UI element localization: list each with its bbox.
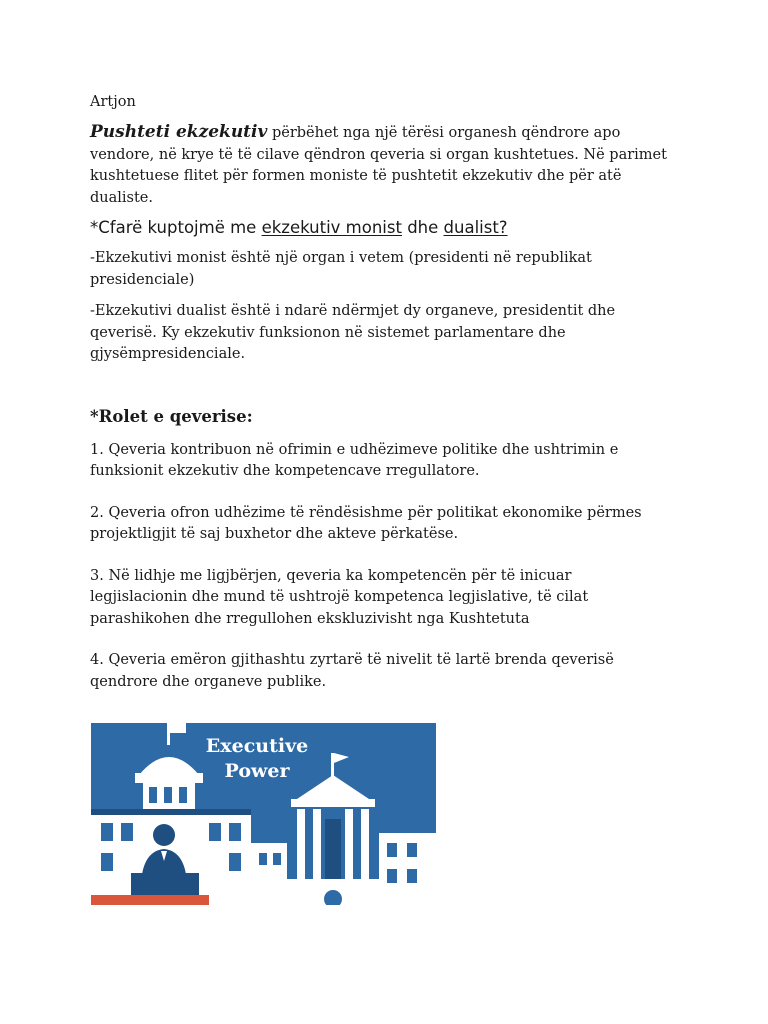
role-item-3: 3. Në lidhje me ligjbërjen, qeveria ka kompetencën për të inicuar legjislacionin dhe mund të ushtrojë kompetenca legjislative, të cilat parashikohen dhe rregullohen ekskluzivisht nga Kushtetuta — [90, 567, 589, 627]
role-item-1: 1. Qeveria kontribuon në ofrimin e udhëzimeve politike dhe ushtrimin e funksionit ekzekutiv dhe kompetencave rregullatore. — [90, 441, 619, 479]
author-name: Artjon — [90, 94, 136, 110]
question-part1: *Cfarë kuptojmë me — [90, 218, 262, 237]
question-heading — [90, 217, 670, 239]
roles-heading: *Rolet e qeverise: — [90, 406, 253, 426]
intro-text: përbëhet nga një tërësi organesh qëndrore apo vendore, në krye të të cilave qëndron qeveria si organ kushtetues. Në parimet kushtetuese flitet për formen moniste të pushtetit ekzekutiv dhe për atë dualiste. — [90, 125, 667, 206]
executive-power-graphic — [91, 723, 436, 905]
illustration-title-line2: Power — [224, 760, 290, 782]
question-term-dualist: dualist? — [443, 218, 508, 237]
executive-power-illustration — [91, 723, 436, 905]
question-part2: dhe — [401, 218, 444, 237]
document-page — [90, 92, 670, 713]
role-item-4: 4. Qeveria emëron gjithashtu zyrtarë të nivelit të lartë brenda qeverisë qendrore dhe organeve publike. — [90, 652, 614, 690]
definition-dualist: -Ekzekutivi dualist është i ndarë ndërmjet dy organeve, presidentit dhe qeverisë. Ky ekzekutiv funksionon në sistemet parlamentare dhe gjysëmpresidenciale. — [90, 303, 616, 362]
definition-monist: -Ekzekutivi monist është një organ i vetem (presidenti në republikat presidenciale) — [90, 250, 592, 288]
intro-paragraph — [90, 122, 670, 209]
illustration-title-line1: Executive — [205, 735, 309, 757]
question-term-monist: ekzekutiv monist — [261, 218, 402, 237]
intro-lead-term: Pushteti ekzekutiv — [90, 122, 268, 142]
role-item-2: 2. Qeveria ofron udhëzime të rëndësishme për politikat ekonomike përmes projektligjit të saj buxhetor dhe akteve përkatëse. — [90, 504, 642, 542]
